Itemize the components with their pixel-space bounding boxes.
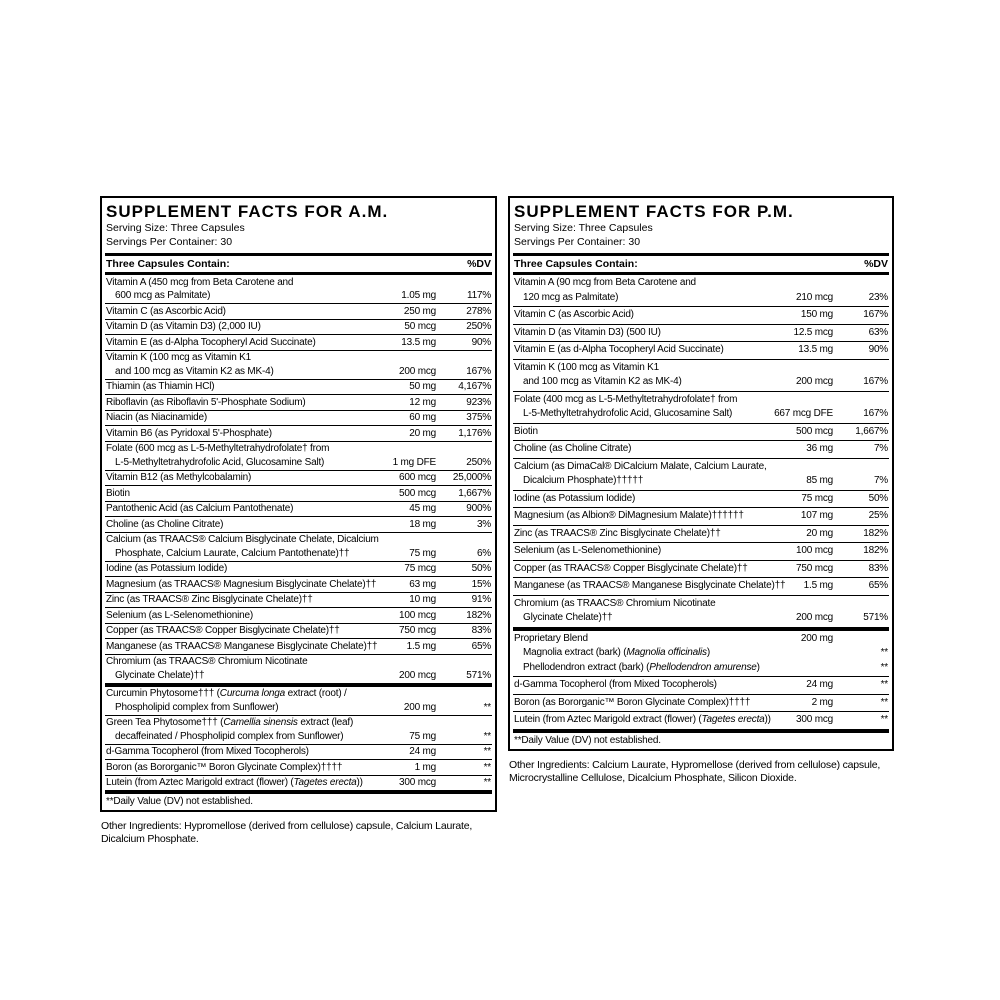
daily-value: 250% <box>466 456 491 468</box>
ingredient-row <box>105 319 492 335</box>
amount-value: 75 mg <box>409 547 436 559</box>
ingredient-row <box>105 501 492 517</box>
amount-value: 1 mg DFE <box>392 456 436 468</box>
daily-value: ** <box>880 696 888 708</box>
ingredient-row <box>513 490 889 508</box>
amount-value: 1.5 mg <box>803 580 833 591</box>
ingredient-row <box>105 744 492 760</box>
ingredient-line: Glycinate Chelate)†† 200 mcg 571% <box>513 611 889 626</box>
amount-value: 10 mg <box>409 594 436 605</box>
supplement-panel-am <box>100 196 497 846</box>
ingredient-line: Choline (as Choline Citrate) 36 mg 7% <box>513 442 889 457</box>
amount-value: 45 mg <box>409 503 436 514</box>
daily-value: 65% <box>868 580 888 591</box>
amount-value: 300 mcg <box>399 777 436 788</box>
panel-title: SUPPLEMENT FACTS FOR P.M. <box>514 202 794 221</box>
ingredient-line: L-5-Methyltetrahydrofolic Acid, Glucosamine Salt) 667 mcg DFE 167% <box>513 407 889 422</box>
ingredient-row <box>513 341 889 359</box>
amount-value: 500 mcg <box>399 487 436 499</box>
ingredient-line: 120 mcg as Palmitate) 210 mcg 23% <box>513 291 889 306</box>
daily-value: ** <box>483 777 491 788</box>
ingredient-line: 600 mcg as Palmitate) 1.05 mg 117% <box>115 290 491 301</box>
daily-value: ** <box>880 661 888 673</box>
ingredient-row <box>105 379 492 395</box>
amount-value: 60 mg <box>409 412 436 423</box>
ingredient-row <box>105 576 492 592</box>
supplement-panel-pm <box>508 196 894 785</box>
ingredient-row <box>105 394 492 410</box>
ingredient-row <box>105 561 492 577</box>
daily-value: 117% <box>466 290 491 301</box>
ingredient-row <box>513 711 889 729</box>
table-header <box>513 253 889 275</box>
amount-value: 24 mg <box>409 746 436 757</box>
ingredient-line: Zinc (as TRAACS® Zinc Bisglycinate Chelate)†† 20 mg 182% <box>513 527 889 542</box>
daily-value: 6% <box>476 547 491 559</box>
amount-value: 75 mg <box>409 730 436 742</box>
ingredient-line: and 100 mcg as Vitamin K2 as MK-4) 200 mcg 167% <box>513 375 889 390</box>
ingredient-line: Vitamin K (100 mcg as Vitamin K1 <box>514 361 659 373</box>
ingredient-line: Vitamin D (as Vitamin D3) (500 IU) 12.5 mcg 63% <box>513 326 889 341</box>
ingredient-row <box>105 638 492 654</box>
ingredient-line: Selenium (as L-Selenomethionine) 100 mcg 182% <box>106 609 491 621</box>
ingredient-row <box>513 440 889 458</box>
daily-value: ** <box>880 647 888 658</box>
ingredient-line: Dicalcium Phosphate)††††† 85 mg 7% <box>513 474 889 489</box>
daily-value: 50% <box>868 492 888 504</box>
daily-value: 90% <box>471 336 491 348</box>
daily-value: ** <box>483 746 491 757</box>
amount-value: 100 mcg <box>399 609 436 621</box>
daily-value: 278% <box>466 305 491 317</box>
daily-value: 167% <box>466 365 491 377</box>
ingredient-row <box>513 595 889 627</box>
ingredient-line: Thiamin (as Thiamin HCl) 50 mg 4,167% <box>106 381 491 392</box>
ingredient-row <box>105 470 492 486</box>
daily-value: ** <box>483 730 491 742</box>
supplement-facts-box-pm <box>508 196 894 751</box>
ingredient-line: Selenium (as L-Selenomethionine) 100 mcg 182% <box>513 544 889 559</box>
ingredient-line: Phellodendron extract (bark) (Phellodendron amurense) ** <box>513 661 889 676</box>
ingredient-line: Riboflavin (as Riboflavin 5'-Phosphate Sodium) 12 mg 923% <box>106 396 491 408</box>
ingredient-line: Magnesium (as Albion® DiMagnesium Malate)†††††† 107 mg 25% <box>513 509 889 524</box>
other-ingredients: Other Ingredients: Calcium Laurate, Hypromellose (derived from cellulose) capsule, Microcrystalline Cellulose, Dicalcium Phosphate, Silicon Dioxide. <box>509 758 881 784</box>
panel-header <box>513 198 889 251</box>
ingredient-line: Biotin 500 mcg 1,667% <box>513 425 889 440</box>
ingredient-row <box>513 275 889 306</box>
amount-value: 75 mcg <box>801 492 833 504</box>
daily-value: 375% <box>466 412 491 423</box>
ingredient-line: Iodine (as Potassium Iodide) 75 mcg 50% <box>106 563 491 574</box>
daily-value: ** <box>483 701 491 713</box>
ingredient-line: Vitamin B12 (as Methylcobalamin) 600 mcg 25,000% <box>106 472 491 483</box>
amount-value: 13.5 mg <box>401 336 436 348</box>
ingredient-row <box>105 683 492 715</box>
ingredient-row <box>105 441 492 470</box>
ingredient-row <box>105 715 492 744</box>
daily-value: 83% <box>868 562 888 574</box>
ingredient-row <box>105 592 492 608</box>
daily-value: ** <box>880 714 888 725</box>
ingredient-line: Vitamin C (as Ascorbic Acid) 150 mg 167% <box>513 308 889 323</box>
daily-value: 83% <box>471 625 491 636</box>
contains-label: Three Capsules Contain: <box>514 258 638 270</box>
dv-footnote: **Daily Value (DV) not established. <box>105 790 492 810</box>
amount-value: 1.05 mg <box>401 290 436 301</box>
amount-value: 100 mcg <box>796 545 833 556</box>
ingredient-line: Vitamin D (as Vitamin D3) (2,000 IU) 50 mcg 250% <box>106 321 491 332</box>
ingredient-line: Vitamin B6 (as Pyridoxal 5'-Phosphate) 20 mg 1,176% <box>106 427 491 439</box>
daily-value: 923% <box>466 396 491 408</box>
amount-value: 1.5 mg <box>406 640 436 652</box>
dv-column-label: %DV <box>864 258 888 270</box>
ingredient-row <box>105 303 492 319</box>
amount-value: 75 mcg <box>404 563 436 574</box>
daily-value: 63% <box>868 326 888 338</box>
daily-value: 4,167% <box>458 381 491 392</box>
amount-value: 150 mg <box>800 309 833 320</box>
ingredient-row <box>105 334 492 350</box>
ingredient-line: Chromium (as TRAACS® Chromium Nicotinate <box>106 656 308 667</box>
ingredient-line: Niacin (as Niacinamide) 60 mg 375% <box>106 412 491 423</box>
daily-value: 167% <box>863 408 888 419</box>
ingredient-line: Lutein (from Aztec Marigold extract (flower) (Tagetes erecta)) 300 mcg ** <box>513 713 889 728</box>
ingredient-row <box>513 676 889 694</box>
ingredient-line: Chromium (as TRAACS® Chromium Nicotinate <box>514 597 716 609</box>
daily-value: 91% <box>471 594 491 605</box>
ingredient-line: Vitamin C (as Ascorbic Acid) 250 mg 278% <box>106 305 491 317</box>
daily-value: 900% <box>466 503 491 514</box>
ingredient-row <box>105 425 492 441</box>
ingredient-row <box>105 410 492 426</box>
ingredient-line: Iodine (as Potassium Iodide) 75 mcg 50% <box>513 492 889 507</box>
ingredient-row <box>105 275 492 303</box>
daily-value: ** <box>880 679 888 690</box>
amount-value: 210 mcg <box>796 291 833 303</box>
daily-value: 7% <box>873 475 888 486</box>
ingredient-line: Boron (as Bororganic™ Boron Glycinate Complex)†††† 1 mg ** <box>106 761 491 773</box>
dv-footnote: **Daily Value (DV) not established. <box>513 729 889 749</box>
amount-value: 667 mcg DFE <box>774 408 833 419</box>
dv-column-label: %DV <box>467 258 491 270</box>
amount-value: 200 mcg <box>796 612 833 623</box>
amount-value: 750 mcg <box>399 625 436 636</box>
ingredient-line: Zinc (as TRAACS® Zinc Bisglycinate Chelate)†† 10 mg 91% <box>106 594 491 605</box>
amount-value: 20 mg <box>409 427 436 439</box>
daily-value: 571% <box>466 669 491 681</box>
ingredient-line: decaffeinated / Phospholipid complex from Sunflower) 75 mg ** <box>115 730 491 742</box>
amount-value: 300 mcg <box>796 714 833 725</box>
ingredient-line: d-Gamma Tocopherol (from Mixed Tocopherols) 24 mg ** <box>106 746 491 757</box>
daily-value: 1,667% <box>855 425 888 437</box>
amount-value: 600 mcg <box>399 472 436 483</box>
ingredient-row <box>105 607 492 623</box>
daily-value: 182% <box>863 545 888 556</box>
ingredient-line: Folate (600 mcg as L-5-Methyltetrahydrofolate† from <box>106 443 330 454</box>
ingredient-row <box>513 306 889 324</box>
amount-value: 20 mg <box>806 527 833 539</box>
ingredient-line: Vitamin E (as d-Alpha Tocopheryl Acid Succinate) 13.5 mg 90% <box>106 336 491 348</box>
daily-value: 23% <box>868 291 888 303</box>
daily-value: 1,667% <box>458 487 491 499</box>
ingredient-line: Magnesium (as TRAACS® Magnesium Bisglycinate Chelate)†† 63 mg 15% <box>106 578 491 590</box>
amount-value: 36 mg <box>806 443 833 454</box>
ingredient-line: d-Gamma Tocopherol (from Mixed Tocopherols) 24 mg ** <box>513 678 889 693</box>
daily-value: 65% <box>471 640 491 652</box>
ingredient-row <box>513 560 889 578</box>
daily-value: 182% <box>863 527 888 539</box>
ingredient-row <box>513 525 889 543</box>
ingredient-line: Vitamin K (100 mcg as Vitamin K1 <box>106 352 251 363</box>
ingredient-line: Folate (400 mcg as L-5-Methyltetrahydrofolate† from <box>514 393 738 405</box>
amount-value: 50 mg <box>409 381 436 392</box>
other-ingredients: Other Ingredients: Hypromellose (derived from cellulose) capsule, Calcium Laurate, Dicalcium Phosphate. <box>101 820 473 845</box>
ingredient-line: Manganese (as TRAACS® Manganese Bisglycinate Chelate)†† 1.5 mg 65% <box>106 640 491 652</box>
amount-value: 200 mcg <box>796 376 833 387</box>
ingredient-line: Magnolia extract (bark) (Magnolia officinalis) ** <box>513 646 889 661</box>
amount-value: 50 mcg <box>404 321 436 332</box>
amount-value: 18 mg <box>409 518 436 530</box>
panel-title: SUPPLEMENT FACTS FOR A.M. <box>106 202 389 221</box>
ingredient-row <box>105 485 492 501</box>
daily-value: 167% <box>863 309 888 320</box>
daily-value: 182% <box>466 609 491 621</box>
ingredient-row <box>513 542 889 560</box>
ingredient-row <box>513 577 889 595</box>
daily-value: ** <box>483 761 491 773</box>
ingredient-line: Calcium (as DimaCal® DiCalcium Malate, Calcium Laurate, <box>514 460 767 472</box>
amount-value: 12.5 mcg <box>793 326 833 338</box>
amount-value: 63 mg <box>409 578 436 590</box>
daily-value: 25,000% <box>452 472 491 483</box>
ingredient-row <box>513 423 889 441</box>
ingredient-line: Copper (as TRAACS® Copper Bisglycinate Chelate)†† 750 mcg 83% <box>106 625 491 636</box>
amount-value: 13.5 mg <box>798 344 833 355</box>
ingredient-line: Vitamin A (90 mcg from Beta Carotene and <box>514 277 696 288</box>
ingredient-row <box>105 623 492 639</box>
daily-value: 15% <box>471 578 491 590</box>
amount-value: 200 mg <box>403 701 436 713</box>
ingredient-row <box>513 507 889 525</box>
amount-value: 12 mg <box>409 396 436 408</box>
servings-per-container: Servings Per Container: 30 <box>106 235 233 248</box>
ingredient-row <box>105 759 492 775</box>
table-header <box>105 253 492 275</box>
ingredient-line: and 100 mcg as Vitamin K2 as MK-4) 200 mcg 167% <box>115 365 491 377</box>
ingredient-line: Green Tea Phytosome††† (Camellia sinensis extract (leaf) <box>106 717 354 728</box>
daily-value: 167% <box>863 376 888 387</box>
ingredient-row <box>513 694 889 712</box>
daily-value: 3% <box>476 518 491 530</box>
ingredient-line: Phosphate, Calcium Laurate, Calcium Pantothenate)†† 75 mg 6% <box>115 547 491 559</box>
ingredient-line: Manganese (as TRAACS® Manganese Bisglycinate Chelate)†† 1.5 mg 65% <box>513 579 889 594</box>
ingredient-line: Glycinate Chelate)†† 200 mcg 571% <box>115 669 491 681</box>
amount-value: 500 mcg <box>796 425 833 437</box>
ingredient-row <box>105 654 492 683</box>
ingredient-line: Copper (as TRAACS® Copper Bisglycinate Chelate)†† 750 mcg 83% <box>513 562 889 577</box>
ingredient-line: Vitamin E (as d-Alpha Tocopheryl Acid Succinate) 13.5 mg 90% <box>513 343 889 358</box>
amount-value: 200 mg <box>800 632 833 644</box>
amount-value: 200 mcg <box>399 365 436 377</box>
daily-value: 250% <box>466 321 491 332</box>
ingredient-line: Vitamin A (450 mcg from Beta Carotene and <box>106 276 294 288</box>
daily-value: 25% <box>868 510 888 521</box>
amount-value: 250 mg <box>403 305 436 317</box>
amount-value: 200 mcg <box>399 669 436 681</box>
ingredient-row <box>513 627 889 677</box>
ingredient-row <box>105 532 492 561</box>
daily-value: 1,176% <box>458 427 491 439</box>
ingredient-row <box>105 516 492 532</box>
daily-value: 90% <box>868 344 888 355</box>
ingredient-line: Phospholipid complex from Sunflower) 200 mg ** <box>115 701 491 713</box>
daily-value: 50% <box>471 563 491 574</box>
servings-per-container: Servings Per Container: 30 <box>514 235 641 248</box>
ingredient-line: L-5-Methyltetrahydrofolic Acid, Glucosamine Salt) 1 mg DFE 250% <box>115 456 491 468</box>
ingredient-row <box>513 458 889 490</box>
amount-value: 1 mg <box>414 761 436 773</box>
ingredient-row <box>105 775 492 791</box>
ingredient-row <box>513 324 889 342</box>
ingredient-line: Pantothenic Acid (as Calcium Pantothenate) 45 mg 900% <box>106 503 491 514</box>
ingredient-rows <box>513 275 889 729</box>
serving-size: Serving Size: Three Capsules <box>514 222 653 234</box>
ingredient-row <box>105 350 492 379</box>
ingredient-line: Lutein (from Aztec Marigold extract (flower) (Tagetes erecta)) 300 mcg ** <box>106 777 491 788</box>
ingredient-line: Proprietary Blend 200 mg <box>513 632 889 647</box>
ingredient-line: Calcium (as TRAACS® Calcium Bisglycinate Chelate, Dicalcium <box>106 534 379 545</box>
amount-value: 750 mcg <box>796 562 833 574</box>
ingredient-line: Choline (as Choline Citrate) 18 mg 3% <box>106 518 491 530</box>
panel-header <box>105 198 492 251</box>
supplement-facts-box-am <box>100 196 497 812</box>
contains-label: Three Capsules Contain: <box>106 258 230 270</box>
amount-value: 85 mg <box>806 475 833 486</box>
ingredient-line: Biotin 500 mcg 1,667% <box>106 487 491 499</box>
ingredient-row <box>513 359 889 391</box>
amount-value: 107 mg <box>800 510 833 521</box>
ingredient-row <box>513 391 889 423</box>
serving-size: Serving Size: Three Capsules <box>106 222 245 234</box>
ingredient-line: Boron (as Bororganic™ Boron Glycinate Complex)†††† 2 mg ** <box>513 696 889 711</box>
daily-value: 571% <box>863 612 888 623</box>
ingredient-rows <box>105 275 492 790</box>
amount-value: 24 mg <box>806 679 833 690</box>
amount-value: 2 mg <box>811 696 833 708</box>
ingredient-line: Curcumin Phytosome††† (Curcuma longa extract (root) / <box>106 688 347 699</box>
daily-value: 7% <box>873 443 888 454</box>
